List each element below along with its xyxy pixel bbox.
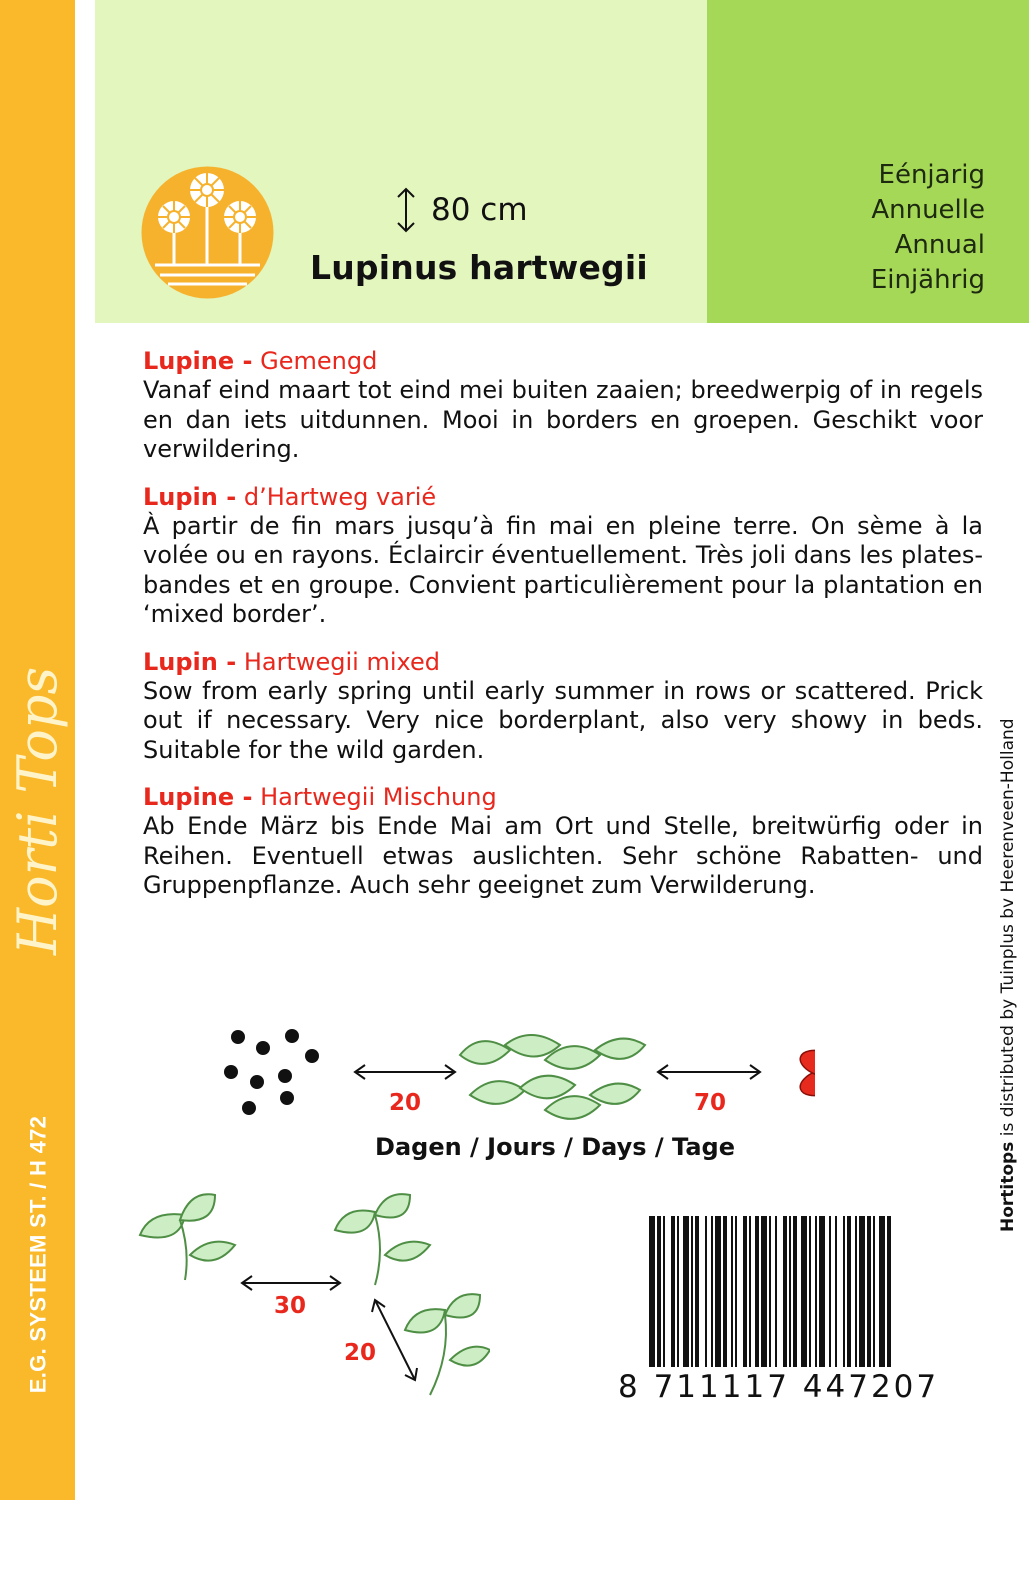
barcode-bar [731,1216,733,1382]
section-dutch [143,347,983,465]
germination-days: 20 [388,1090,422,1116]
barcode-bar [735,1216,737,1382]
barcode-bar [715,1216,721,1382]
flowering-days: 70 [693,1090,727,1116]
section-name: Lupin - [143,647,237,676]
section-body: Sow from early spring until early summer in rows or scattered. Prick out if necessary. Very nice borderplant, also very showy in beds. Suitable for the wild garden. [143,676,983,764]
barcode-bar [859,1216,865,1382]
seeds-icon [224,1029,319,1115]
distributor-credit [993,718,1023,1232]
annual-labels [871,158,985,298]
section-body: Ab Ende März bis Ende Mai am Ort und Stelle, breitwürfig oder in Reihen. Eventuell etwas auslichten. Sehr schöne Rabatten- und Gruppenpflanze. Auch sehr geeignet zum Verwilderung. [143,812,983,899]
barcode-bar [705,1216,707,1382]
annual-label-fr: Annuelle [871,195,985,225]
height-value: 80 cm [431,192,528,228]
barcode-bar [671,1216,675,1382]
credit-text: is distributed by Tuinplus bv Heerenveen-Holland [998,718,1018,1142]
barcode-bar [829,1216,831,1382]
seedlings-icon [460,1035,645,1119]
barcode-bar [819,1216,825,1382]
barcode-bar [663,1216,665,1382]
barcode-bar [761,1216,767,1382]
barcode-bar [867,1216,871,1382]
barcode-bar [809,1216,811,1382]
barcode-bar [695,1216,699,1382]
plant-right-icon [335,1194,430,1285]
barcode-bar [783,1216,787,1382]
days-label: Dagen / Jours / Days / Tage [375,1133,735,1161]
sowing-timeline [215,1020,815,1190]
system-code: E.G. SYSTEEM ST. / H 472 [25,1115,51,1394]
latin-name: Lupinus hartwegii [310,248,648,287]
barcode-bar [835,1216,837,1382]
barcode-bar [873,1216,875,1382]
plant-left-icon [140,1194,235,1280]
brand-logo: Horti Tops [6,666,69,955]
section-name: Lupine - [143,347,253,375]
barcode-bar [755,1216,759,1382]
row-distance-arrow-icon [242,1276,340,1290]
barcode-bar [677,1216,679,1382]
plant-distance-arrow-icon [372,1300,417,1380]
barcode-digits: 8 711117 447207 [618,1369,940,1405]
flower-icon [797,1021,815,1125]
barcode-bar [691,1216,693,1382]
section-subtitle: Hartwegii mixed [243,647,440,676]
section-body: À partir de fin mars jusqu’à fin mai en pleine terre. On sème à la volée ou en rayons. Éclaircir éventuellement. Très joli dans les plates-bandes et en groupe. Convient particulièrement pour la plantation en ‘mixed border’. [143,511,983,628]
barcode-bar [815,1216,817,1382]
section-subtitle: Hartwegii Mischung [260,783,497,811]
section-name: Lupine - [143,783,253,811]
section-title [143,347,983,376]
height-arrow-icon [395,186,417,234]
description-sections [143,347,983,919]
plant-height [395,186,528,234]
barcode-bar [855,1216,857,1382]
annual-label-en: Annual [894,230,985,260]
credit-brand: Hortitops [998,1141,1018,1232]
section-body: Vanaf eind maart tot eind mei buiten zaaien; breedwerpig of in regels en dan iets uitdunnen. Mooi in borders en groepen. Geschikt voor verwildering. [143,376,983,463]
barcode-bar [801,1216,807,1382]
section-english [143,648,983,766]
section-subtitle: Gemengd [260,347,378,375]
row-distance: 30 [273,1293,307,1319]
barcode-bar [683,1216,689,1382]
barcode-bar [793,1216,797,1382]
section-german [143,783,983,901]
section-name: Lupin - [143,482,237,511]
barcode-bar [847,1216,851,1382]
section-french [143,483,983,630]
arrow-germination-icon [355,1065,455,1079]
section-title [143,648,983,677]
barcode-bar [789,1216,791,1382]
barcode-bar [711,1216,713,1382]
section-subtitle: d’Hartweg varié [243,482,437,511]
annual-label-de: Einjährig [870,265,985,295]
section-title [143,483,983,512]
plant-bottom-icon [405,1294,490,1395]
annual-label-nl: Eénjarig [878,160,985,190]
barcode-bar [749,1216,751,1382]
arrow-flowering-icon [658,1065,760,1079]
section-title [143,783,983,812]
flower-logo-icon [140,165,275,300]
plant-distance: 20 [343,1340,377,1366]
barcode-bar [723,1216,727,1382]
barcode-bar [743,1216,747,1382]
plant-spacing-diagram [130,1190,490,1400]
barcode-bar [843,1216,845,1382]
